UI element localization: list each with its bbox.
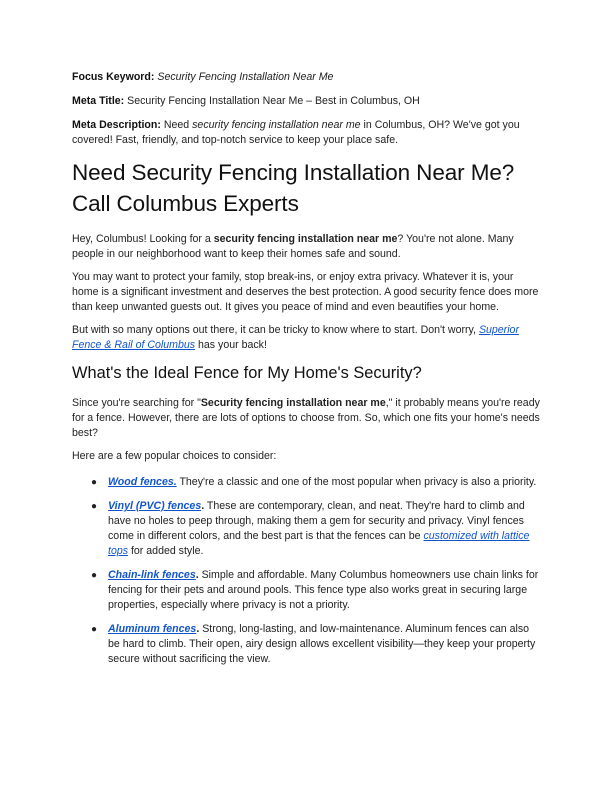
meta-title-label: Meta Title: xyxy=(72,95,125,107)
vinyl-fences-text: These are contemporary, clean, and neat. They're hard to climb and have no holes to peep through, making them a gem for security and privacy. Vinyl fences come in different colors, and the best part is that the fences can be xyxy=(108,500,525,542)
bullet-icon: ● xyxy=(91,501,98,512)
meta-description-label: Meta Description: xyxy=(72,119,161,131)
section-p1-keyword: Security fencing installation near me xyxy=(200,397,386,409)
fence-options-list xyxy=(72,475,540,667)
wood-fences-link[interactable]: Wood fences. xyxy=(108,476,177,488)
vinyl-fences-link[interactable]: Vinyl (PVC) fences xyxy=(108,500,202,512)
aluminum-fences-text: Strong, long-lasting, and low-maintenance. Aluminum fences can also be hard to climb. Their open, airy design allows excellent visibility—they keep your property secure without sacrificing the view. xyxy=(108,623,536,665)
list-item-aluminum xyxy=(72,622,540,667)
section-heading: What's the Ideal Fence for My Home's Security? xyxy=(72,364,422,382)
section-paragraph-1 xyxy=(72,396,540,441)
bullet-icon: ● xyxy=(91,624,98,635)
vinyl-fences-text-2: for added style. xyxy=(128,545,204,557)
meta-description-pre: Need xyxy=(163,119,190,131)
lattice-tops-link[interactable]: customized with lattice tops xyxy=(108,530,530,557)
chain-link-fences-link[interactable]: Chain-link fences xyxy=(108,569,196,581)
focus-keyword-label: Focus Keyword: xyxy=(72,71,155,83)
intro-paragraph-2: You may want to protect your family, stop break-ins, or enjoy extra privacy. Whatever it is, your home is a significant investment and deserves the best protection. A good security fence does more than keep unwanted guests out. It gives you peace of mind and even beautifies your home. xyxy=(72,271,539,313)
wood-fences-text: They're a classic and one of the most popular when privacy is also a priority. xyxy=(176,476,537,488)
list-item-wood xyxy=(72,475,540,490)
chain-link-fences-text: Simple and affordable. Many Columbus homeowners use chain links for fencing for their pets and around pools. This fence type also works great in securing large properties, especially where privacy is not a priority. xyxy=(108,569,539,611)
meta-title-value: Security Fencing Installation Near Me – Best in Columbus, OH xyxy=(127,95,420,107)
meta-title-line xyxy=(72,94,540,109)
meta-description-keyword: security fencing installation near me xyxy=(192,119,361,131)
chain-link-fences-dot: . xyxy=(195,569,199,581)
list-item-vinyl xyxy=(72,499,540,559)
document-page xyxy=(72,70,540,676)
page-title: Need Security Fencing Installation Near Me? Call Columbus Experts xyxy=(72,160,515,216)
intro-paragraph-3 xyxy=(72,323,540,353)
superior-fence-link[interactable]: Superior Fence & Rail of Columbus xyxy=(72,324,519,351)
meta-description-post: in Columbus, OH? We've got you covered! Fast, friendly, and top-notch service to keep your place safe. xyxy=(72,119,520,146)
aluminum-fences-link[interactable]: Aluminum fences xyxy=(108,623,197,635)
focus-keyword-line xyxy=(72,70,540,85)
intro-p1-post: ? You're not alone. Many people in our neighborhood want to keep their homes safe and sound. xyxy=(72,233,514,260)
intro-p3-post: has your back! xyxy=(198,339,267,351)
list-item-chain-link xyxy=(72,568,540,613)
section-paragraph-2: Here are a few popular choices to consider: xyxy=(72,450,277,462)
intro-p1-keyword: security fencing installation near me xyxy=(213,233,398,245)
meta-description-line xyxy=(72,118,540,148)
section-p1-pre: Since you're searching for " xyxy=(72,397,201,409)
bullet-icon: ● xyxy=(91,477,98,488)
intro-paragraph-1 xyxy=(72,232,540,262)
aluminum-fences-dot: . xyxy=(196,623,200,635)
intro-p3-pre: But with so many options out there, it can be tricky to know where to start. Don't worry, xyxy=(72,324,476,336)
intro-p1-pre: Hey, Columbus! Looking for a xyxy=(72,233,211,245)
focus-keyword-value: Security Fencing Installation Near Me xyxy=(157,71,334,83)
bullet-icon: ● xyxy=(91,570,98,581)
vinyl-fences-dot: . xyxy=(201,500,205,512)
section-p1-post: ," it probably means you're ready for a fence. However, there are lots of options to choose from. So, which one fits your home's needs best? xyxy=(72,397,540,439)
